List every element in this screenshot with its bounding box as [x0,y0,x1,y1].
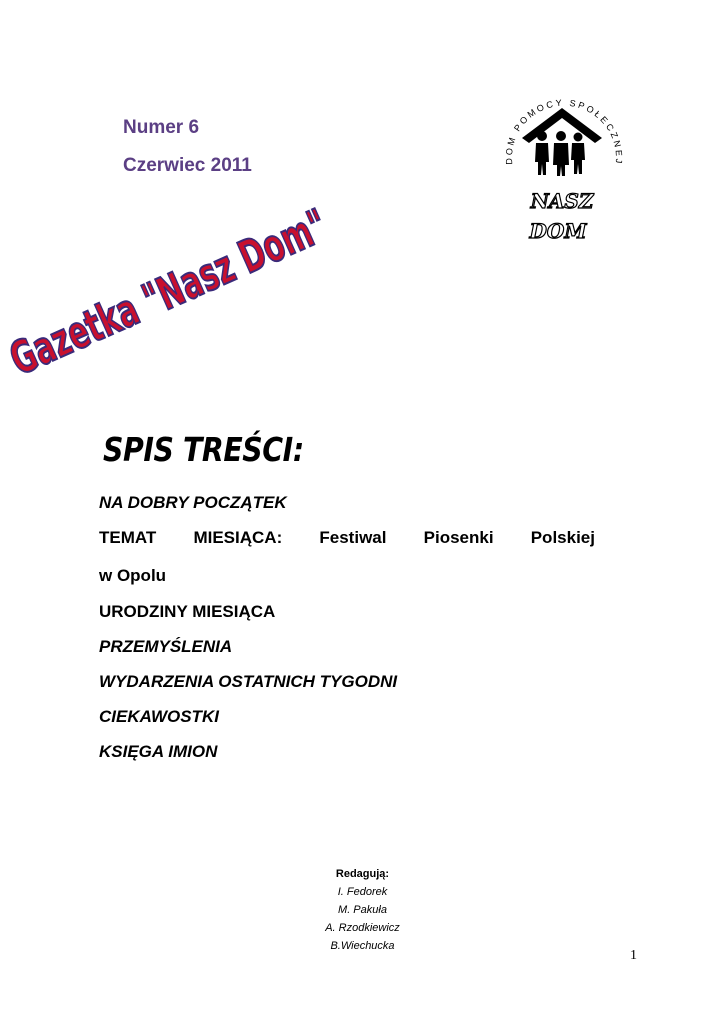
logo-name-line1: NASZ [530,189,594,213]
issue-date: Czerwiec 2011 [123,155,252,176]
toc-item: WYDARZENIA OSTATNICH TYGODNI [99,672,398,691]
issue-number: Numer 6 [123,117,200,138]
toc-heading: SPIS TREŚCI: [103,430,304,469]
editor-name: M. Pakuła [338,904,387,916]
editor-name: A. Rzodkiewicz [325,922,400,934]
toc-item: PRZEMYŚLENIA [99,637,233,656]
editor-name: B.Wiechucka [330,940,395,952]
logo-name-line2: DOM [529,219,587,243]
table-of-contents [99,492,595,776]
toc-item: CIEKAWOSTKI [99,707,219,726]
toc-item-word: TEMAT [99,528,157,547]
editors-block [0,865,725,955]
toc-item-continuation: w Opolu [99,566,167,585]
editor-name: I. Fedorek [337,886,388,898]
toc-item-word: Festiwal [319,528,387,547]
newsletter-title [2,199,360,386]
house-with-three-people-icon [522,108,602,176]
toc-item [99,527,595,565]
newsletter-title-text: Gazetka "Nasz Dom" [2,199,336,386]
editors-heading: Redagują: [335,868,390,880]
toc-item: KSIĘGA IMION [99,742,218,761]
toc-item: URODZINY MIESIĄCA [99,602,276,621]
logo-arc-text: DOM POMOCY SPOŁECZNEJ [503,97,625,167]
toc-item-word: MIESIĄCA: [193,528,283,547]
toc-item-word: Polskiej [530,528,595,547]
page-number: 1 [630,948,637,963]
toc-item-word: Piosenki [423,528,494,547]
toc-item: NA DOBRY POCZĄTEK [99,493,287,512]
dps-logo [492,80,632,250]
